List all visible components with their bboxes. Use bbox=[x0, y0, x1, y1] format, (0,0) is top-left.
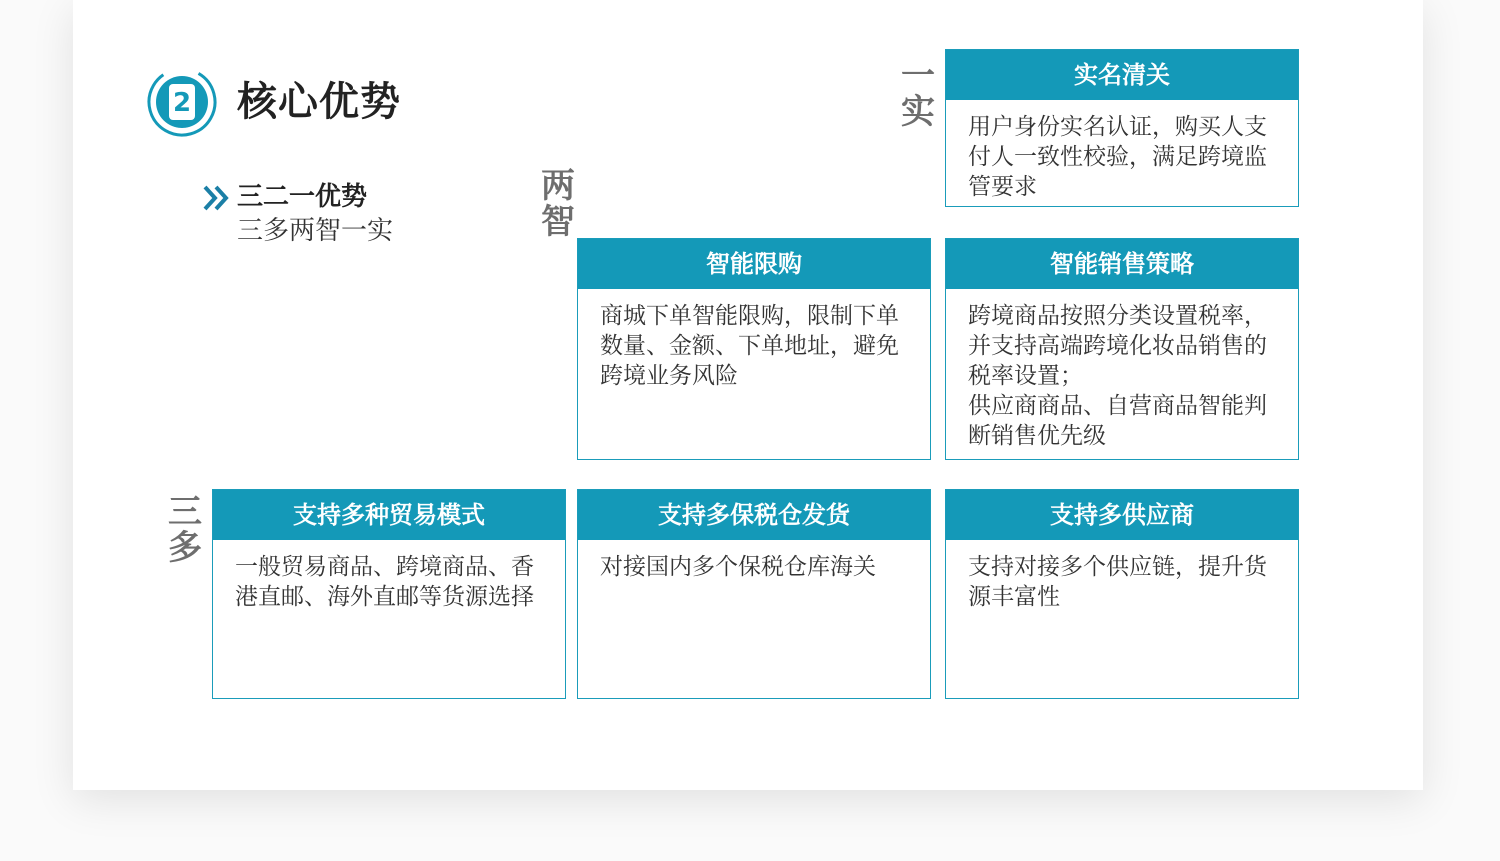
card-bonded-warehouse-shipping bbox=[577, 489, 931, 699]
card-real-name-clearance bbox=[945, 49, 1299, 207]
card-smart-purchase-limit bbox=[577, 238, 931, 460]
card-title: 支持多供应商 bbox=[946, 490, 1298, 540]
group-label-one: 一 实 bbox=[901, 56, 935, 132]
card-multiple-trade-modes bbox=[212, 489, 566, 699]
card-body: 对接国内多个保税仓库海关 bbox=[600, 554, 876, 580]
svg-text:2: 2 bbox=[172, 88, 192, 118]
card-title: 支持多种贸易模式 bbox=[213, 490, 565, 540]
card-body: 商城下单智能限购，限制下单 数量、金额、下单地址，避免 跨境业务风险 bbox=[600, 303, 899, 389]
card-body: 用户身份实名认证，购买人支 付人一致性校验，满足跨境监 管要求 bbox=[968, 114, 1267, 200]
numbered-badge-icon bbox=[146, 66, 218, 138]
card-title: 智能销售策略 bbox=[946, 239, 1298, 289]
double-chevron-right-icon bbox=[203, 185, 231, 211]
card-title: 智能限购 bbox=[578, 239, 930, 289]
card-title: 支持多保税仓发货 bbox=[578, 490, 930, 540]
card-body: 跨境商品按照分类设置税率， 并支持高端跨境化妆品销售的 税率设置； 供应商商品、自营商品智能判 断销售优先级 bbox=[968, 303, 1267, 449]
group-label-three: 三 多 bbox=[168, 492, 202, 568]
advantage-summary: 三多两智一实 bbox=[237, 216, 394, 246]
card-smart-sales-strategy bbox=[945, 238, 1299, 460]
card-body: 支持对接多个供应链，提升货 源丰富性 bbox=[968, 554, 1267, 610]
card-multiple-suppliers bbox=[945, 489, 1299, 699]
advantage-subtitle: 三二一优势 bbox=[237, 182, 368, 212]
card-title: 实名清关 bbox=[946, 50, 1298, 100]
page-title: 核心优势 bbox=[237, 79, 401, 125]
group-label-two: 两 智 bbox=[541, 166, 575, 242]
card-body: 一般贸易商品、跨境商品、香 港直邮、海外直邮等货源选择 bbox=[235, 554, 534, 610]
